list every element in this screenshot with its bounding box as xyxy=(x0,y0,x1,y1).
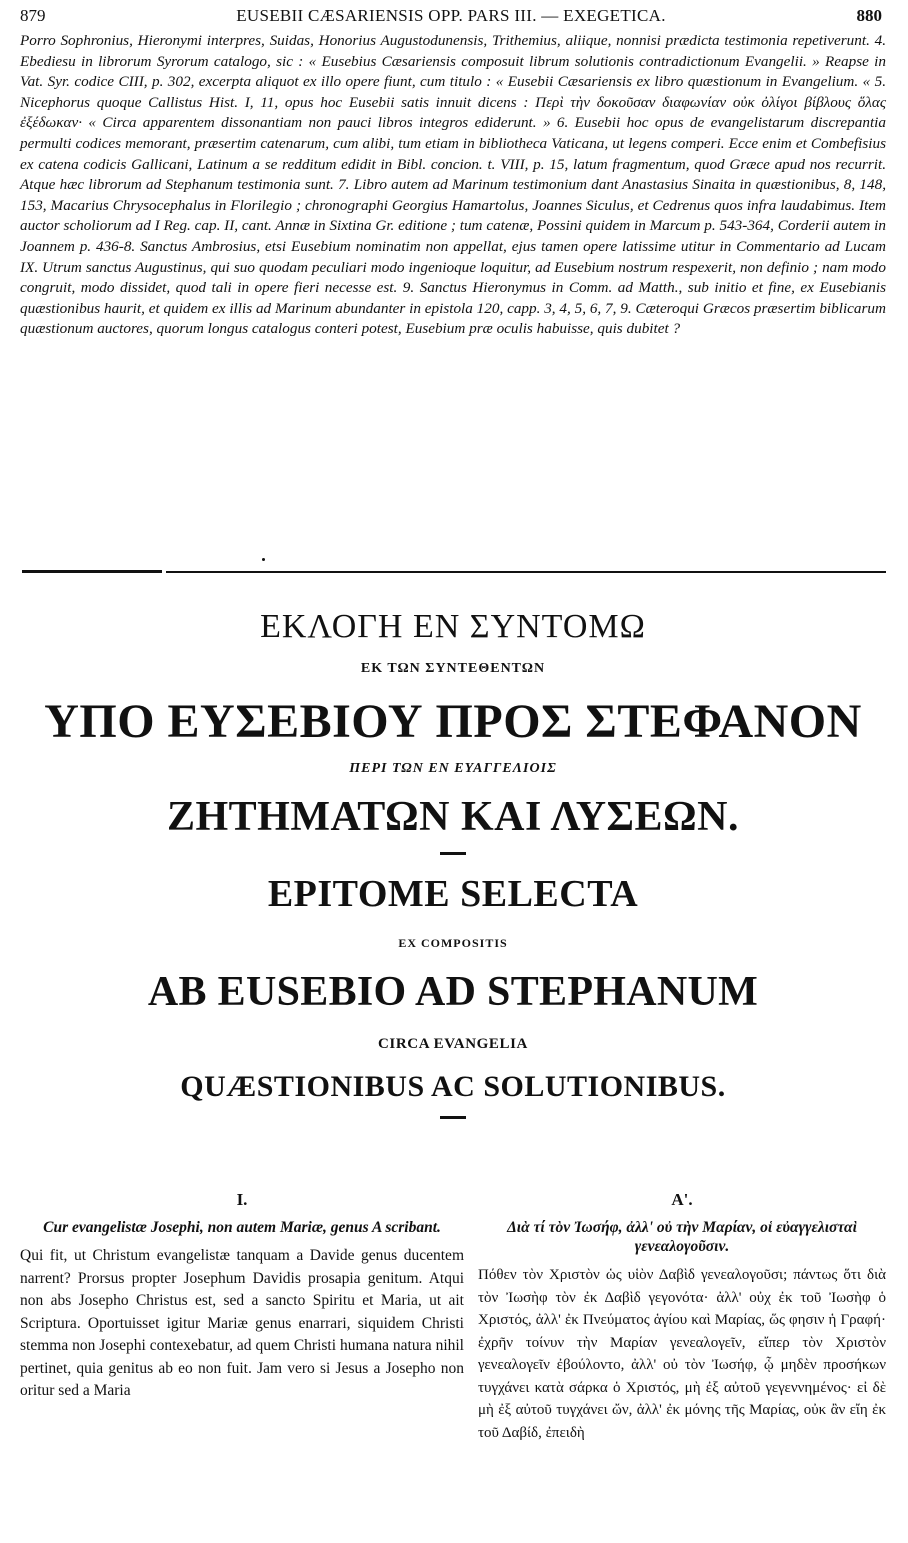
greek-title-line-3: ΥΠΟ ΕΥΣΕΒΙΟΥ ΠΡΟΣ ΣΤΕΦΑΝΟΝ xyxy=(44,695,862,748)
greek-column xyxy=(478,1190,886,1444)
section-rule xyxy=(166,571,886,573)
page-number-right: 880 xyxy=(856,6,882,25)
latin-title-line-5: QUÆSTIONIBUS AC SOLUTIONIBUS. xyxy=(180,1070,726,1103)
title-dash xyxy=(440,852,466,855)
latin-title-line-4: CIRCA EVANGELIA xyxy=(377,1036,528,1052)
latin-title-line-2: EX COMPOSITIS xyxy=(398,936,508,950)
greek-title-line-4: ΠΕΡΙ ΤΩΝ ΕΝ ΕΥΑΓΓΕΛΙΟΙΣ xyxy=(349,761,557,776)
rule-dot xyxy=(262,558,265,561)
running-title: EUSEBII CÆSARIENSIS OPP. PARS III. — EXEGETICA. xyxy=(236,6,666,25)
section-heading-greek: Διὰ τί τὸν Ἰωσήφ, ἀλλ' οὐ τὴν Μαρίαν, οἱ εὐαγγελισταὶ γενεαλογοῦσιν. xyxy=(507,1219,857,1255)
latin-title-line-3: AB EUSEBIO AD STEPHANUM xyxy=(147,969,759,1015)
section-body-greek: Πόθεν τὸν Χριστὸν ὡς υἱὸν Δαβὶδ γενεαλογοῦσι; πάντως ὅτι διὰ τὸν Ἰωσὴφ τὸν ἐκ Δαβὶδ γεγονότα· ἀλλ' οὐχ ἐκ τοῦ Ἰωσὴφ ὁ Χριστός, ἀλλ' ἐκ Πνεύματος ἁγίου καὶ Μαρίας, ὥς φησιν ἡ Γραφή· ἐχρῆν τοίνυν τὴν Μαρίαν γενεαλογεῖν, εἴπερ τὸν Χριστὸν γενεαλογεῖν ἐβούλοντο, ἀλλ' οὐ τὸν Ἰωσήφ, ᾧ μηδὲν προσήκων τυγχάνει κατὰ σάρκα ὁ Χριστός, μὴ ἐξ αὐτοῦ γεγεννημένος· εἰ δὲ μὴ ἐξ αὐτοῦ τυγχάνει ὤν, ἀλλ' ἐκ μόνης τῆς Μαρίας, οὐκ ἂν εἴη ἐκ τοῦ Δαβίδ, ἐπειδὴ xyxy=(478,1267,886,1441)
section-body-latin: Qui fit, ut Christum evangelistæ tanquam a Davide genus ducentem narrent? Prorsus propter Josephum Davidis prosapia genitum. Atqui non abs Josepho Christus est, sed a sancto Spiritu et Maria, ut ait Scriptura. Oportuisset igitur Mariæ genus enarrari, siquidem Christi stemma non Josephi contexebatur, ad quem Christi humana natura nihil pertinet, quia genitus ab eo non fuit. Jam vero si Jesus a Josepho non oritur sed a Maria xyxy=(20,1247,464,1399)
page-header xyxy=(20,6,882,28)
page-number-left: 879 xyxy=(20,6,46,25)
latin-column xyxy=(20,1190,464,1403)
intro-text: Porro Sophronius, Hieronymi interpres, Suidas, Honorius Augustodunensis, Trithemius, aliique, nonnisi prædicta testimonia repetiverunt. 4. Ebediesu in librorum Syrorum catalogo, sic : « Eusebius Cæsariensis composuit librum solutionis contradictionum Evangelii. » Reapse in Vat. Syr. codice CIII, p. 302, excerpta aliquot ex illo opere fiunt, cum titulo : « Eusebii Cæsariensis ex libro quæstionum in Evangelium. « 5. Nicephorus quoque Callistus Hist. I, 11, opus hoc Eusebii satis innuit dicens : Περὶ τὴν δοκοῦσαν διαφωνίαν οὐκ ὀλίγοι βίβλους ὅλας ἐξέδωκαν· « Circa apparentem dissonantiam non pauci libros integros ediderunt. » 6. Eusebii hoc opus de evangelistarum discrepantia permulti codices memorant, præsertim catenarum, cum alibi, tum etiam in bibliotheca Vaticana, ut legens comperi. Ecce enim et Combefisius ex catena codicis Gallicani, Latinum a se redditum edidit in Bibl. concion. t. VIII, p. 15, latum fragmentum, quod Græce apud nos recurrit. Atque hæc librorum ad Stephanum testimonia sunt. 7. Libro autem ad Marinum testimonium dant Anastasius Sinaita in quæstionibus, 8, 148, 153, Macarius Chrysocephalus in Florilegio ; chronographi Georgius Hamartolus, Joannes Siculus, et Cedrenus quos infra laudabimus. Item auctor scholiorum ad I Reg. cap. II, cant. Annæ in Sixtina Gr. editione ; tum catenæ, Possini quidem in Marcum p. 543-364, Corderii autem in Joannem p. 436-8. Sanctus Ambrosius, etsi Eusebium nominatim non appellat, ejus tamen opere latissime utitur in Commentario ad Lucam IX. Utrum sanctus Augustinus, qui suo quodam peculiari modo ingenioque loquitur, ad Eusebium nostrum respexerit, non definio ; nam modo congruit, modo dissidet, quod tali in opere fieri necesse est. 9. Sanctus Hieronymus in Comm. ad Matth., sub initio et fine, ex Eusebianis quæstionibus haurit, et quidem ex illis ad Marinum abundanter in epistola 120, capp. 3, 4, 5, 6, 7, 9. Cæteroqui Græcos præsertim biblicarum quæstionum auctores, quorum longus catalogus conteri potest, Eusebium præ oculis habuisse, quis dubitet ? xyxy=(20,32,886,338)
title-block xyxy=(20,600,886,1119)
section-heading-latin: Cur evangelistæ Josephi, non autem Mariæ, genus A scribant. xyxy=(43,1219,441,1236)
greek-title-line-5: ΖΗΤΗΜΑΤΩΝ ΚΑΙ ΛΥΣΕΩΝ. xyxy=(166,794,739,840)
section-rule-thick xyxy=(22,570,162,573)
intro-paragraph xyxy=(20,31,886,340)
section-number-greek: Α'. xyxy=(671,1190,693,1209)
section-number-latin: I. xyxy=(236,1190,248,1209)
greek-title-line-1: ΕΚΛΟΓΗ ΕΝ ΣΥΝΤΟΜΩ xyxy=(260,608,646,645)
greek-title-line-2: ΕΚ ΤΩΝ ΣΥΝΤΕΘΕΝΤΩΝ xyxy=(360,661,546,676)
title-dash-bottom xyxy=(440,1116,466,1119)
latin-title-line-1: EPITOME SELECTA xyxy=(267,873,639,915)
